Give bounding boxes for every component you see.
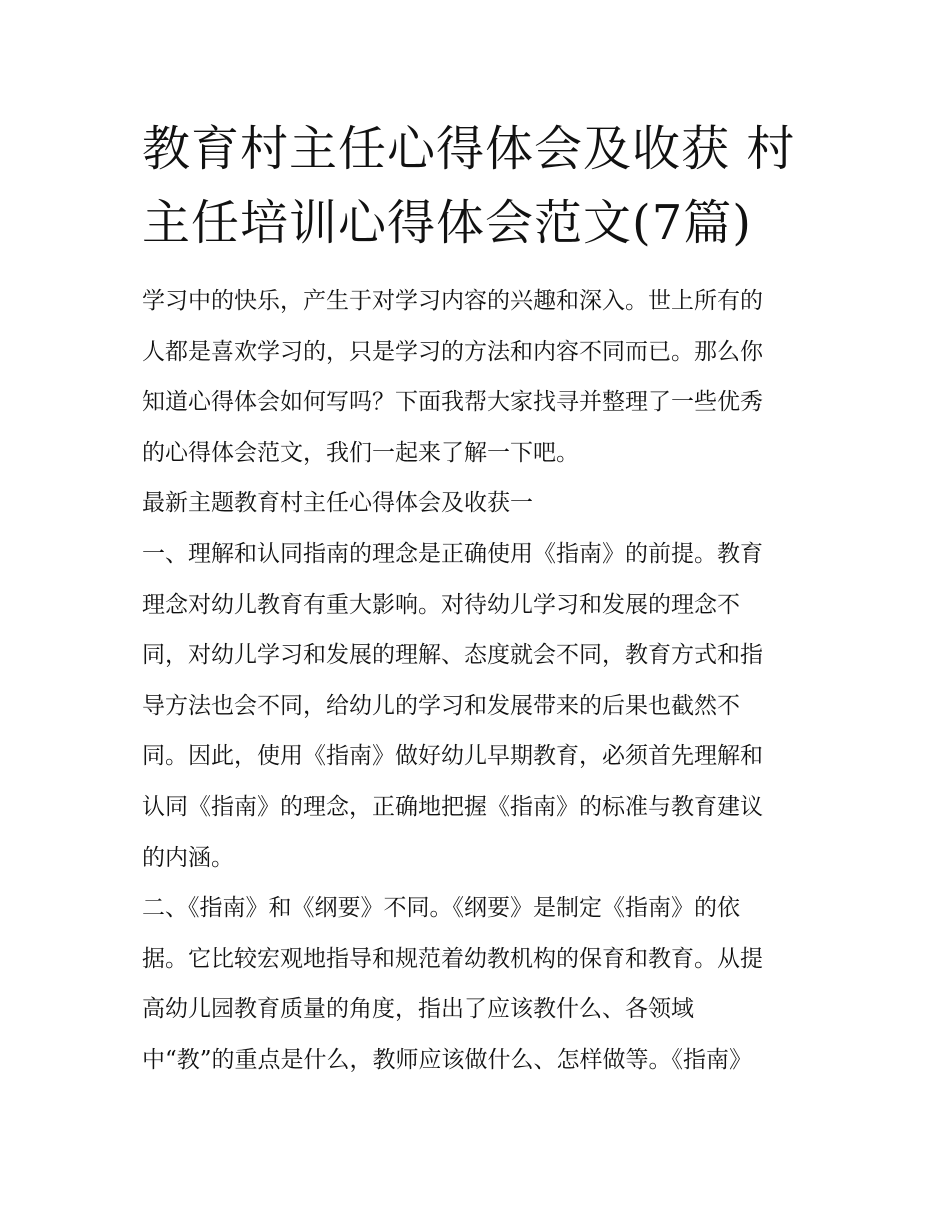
body-line: 高幼儿园教育质量的角度，指出了应该教什么、各领域 bbox=[142, 996, 694, 1023]
body-line: 中“教”的重点是什么，教师应该做什么、怎样做等。《指南》 bbox=[142, 1046, 753, 1073]
body-line: 同，对幼儿学习和发展的理解、态度就会不同，教育方式和指 bbox=[142, 642, 763, 669]
title-line: 主任培训心得体会范文(7篇) bbox=[142, 195, 752, 251]
body-line: 的心得体会范文，我们一起来了解一下吧。 bbox=[142, 439, 579, 466]
body-line: 同。因此，使用《指南》做好幼儿早期教育，必须首先理解和 bbox=[142, 743, 763, 770]
body-line: 理念对幼儿教育有重大影响。对待幼儿学习和发展的理念不 bbox=[142, 591, 740, 618]
document-title bbox=[142, 112, 822, 260]
section-heading: 最新主题教育村主任心得体会及收获一 bbox=[142, 490, 533, 517]
body-line: 人都是喜欢学习的，只是学习的方法和内容不同而已。那么你 bbox=[142, 338, 763, 365]
body-line: 据。它比较宏观地指导和规范着幼教机构的保育和教育。从提 bbox=[142, 945, 763, 972]
body-line: 一、理解和认同指南的理念是正确使用《指南》的前提。教育 bbox=[142, 540, 763, 567]
body-line: 认同《指南》的理念，正确地把握《指南》的标准与教育建议 bbox=[142, 793, 763, 820]
title-line: 教育村主任心得体会及收获 村 bbox=[142, 121, 796, 177]
body-line: 学习中的快乐，产生于对学习内容的兴趣和深入。世上所有的 bbox=[142, 288, 763, 314]
body-line: 知道心得体会如何写吗？下面我帮大家找寻并整理了一些优秀 bbox=[142, 389, 763, 416]
document-body bbox=[142, 276, 822, 1086]
body-line: 导方法也会不同，给幼儿的学习和发展带来的后果也截然不 bbox=[142, 692, 740, 719]
body-line: 二、《指南》和《纲要》不同。《纲要》是制定《指南》的依 bbox=[142, 895, 740, 922]
body-line: 的内涵。 bbox=[142, 844, 234, 871]
